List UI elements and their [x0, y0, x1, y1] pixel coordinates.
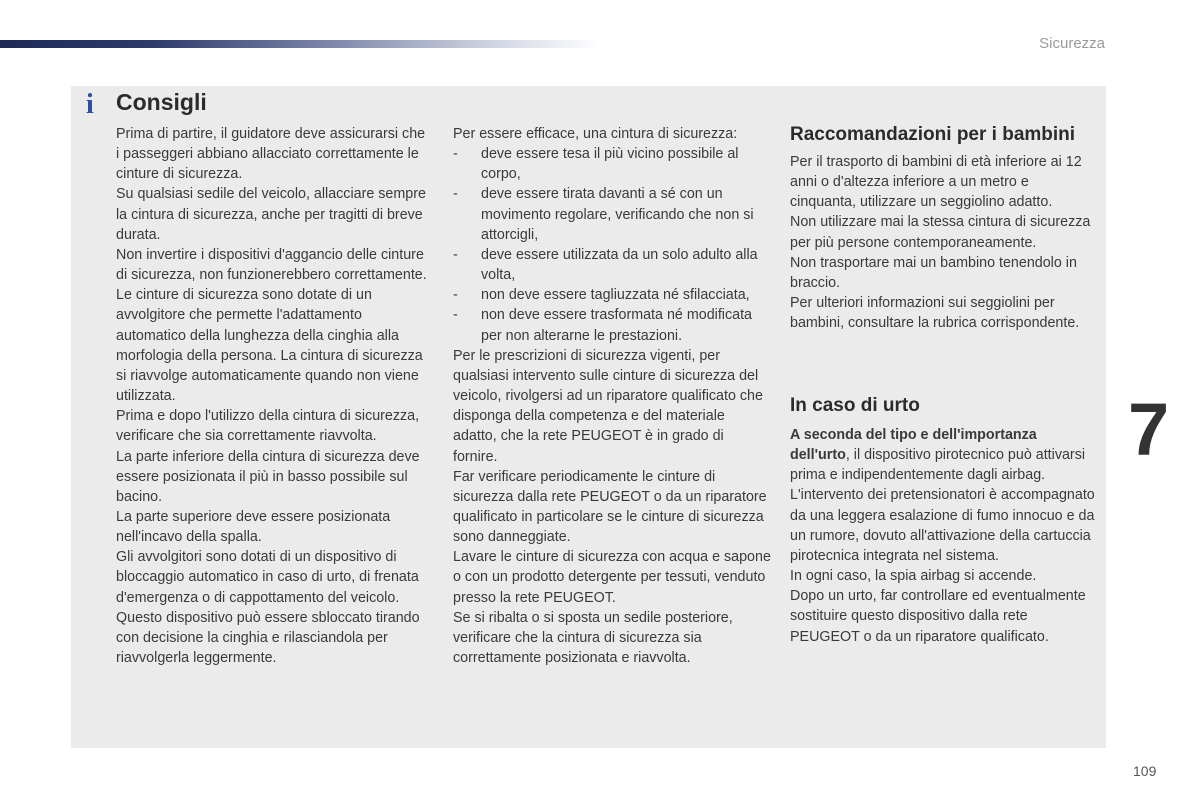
list-item-text: deve essere utilizzata da un solo adulto alla volta,: [481, 246, 758, 284]
paragraph: Su qualsiasi sedile del veicolo, allacciare sempre la cintura di sicurezza, anche per tragitti di breve durata.: [116, 186, 426, 243]
list-item: - non deve essere trasformata né modificata per non alterarne le prestazioni.: [453, 305, 771, 345]
column-2: [453, 124, 771, 668]
children-heading: Raccomandazioni per i bambini: [790, 124, 1076, 145]
paragraph: Lavare le cinture di sicurezza con acqua e sapone o con un prodotto detergente per tessuti, venduto presso la rete PEUGEOT.: [453, 549, 771, 606]
column-1: [116, 124, 432, 668]
list-item-text: deve essere tesa il più vicino possibile al corpo,: [481, 146, 739, 183]
list-item: - deve essere tesa il più vicino possibile al corpo,: [453, 144, 771, 184]
paragraph: Far verificare periodicamente le cinture di sicurezza dalla rete PEUGEOT o da un riparatore qualificato in particolare se le cinture di sicurezza sono danneggiate.: [453, 468, 767, 546]
paragraph: Non utilizzare mai la stessa cintura di sicurezza per più persone contemporaneamente.: [790, 214, 1091, 251]
bold-lead: A seconda del tipo e dell'importanza dell'urto: [790, 427, 1037, 464]
lead-text: , il dispositivo pirotecnico può attivarsi prima e indipendentemente dagli airbag. L'intervento dei pretensionatori è accompagnato da una leggera esalazione di fumo innocuo e da un rumore, dovuto all'attivazione della cartuccia pirotecnica integrata nel sistema.: [790, 447, 1095, 564]
chapter-number: 7: [1128, 388, 1170, 471]
paragraph: Per il trasporto di bambini di età inferiore ai 12 anni o d'altezza inferiore a un metro e cinquanta, utilizzare un seggiolino adatto.: [790, 154, 1082, 211]
paragraph: Prima di partire, il guidatore deve assicurarsi che i passeggeri abbiano allacciato correttamente le cinture di sicurezza.: [116, 126, 426, 183]
list-item: - non deve essere tagliuzzata né sfilacciata,: [453, 285, 771, 305]
paragraph: La parte inferiore della cintura di sicurezza deve essere posizionata il più in basso possibile sul bacino.: [116, 448, 420, 505]
paragraph: La parte superiore deve essere posizionata nell'incavo della spalla.: [116, 508, 391, 546]
list-item-text: non deve essere trasformata né modificata per non alterarne le prestazioni.: [481, 307, 752, 344]
paragraph: Per le prescrizioni di sicurezza vigenti, per qualsiasi intervento sulle cinture di sicurezza del veicolo, rivolgersi ad un riparatore qualificato che disponga della competenza e del materiale adatto, che la rete PEUGEOT è in grado di fornire.: [453, 347, 763, 465]
paragraph: In ogni caso, la spia airbag si accende.: [790, 568, 1037, 585]
crash-heading: In caso di urto: [790, 395, 920, 416]
list-item: - deve essere utilizzata da un solo adulto alla volta,: [453, 245, 771, 285]
paragraph: Prima e dopo l'utilizzo della cintura di sicurezza, verificare che sia correttamente riavvolta.: [116, 408, 420, 445]
list-item-text: deve essere tirata davanti a sé con un movimento regolare, verificando che non si attorcigli,: [481, 186, 754, 243]
column-3-children: [790, 152, 1095, 333]
header-gradient-bar: [0, 40, 600, 48]
paragraph: [790, 425, 1095, 566]
paragraph: Non invertire i dispositivi d'aggancio delle cinture di sicurezza, non funzionerebbero correttamente.: [116, 246, 427, 284]
list-item-text: non deve essere tagliuzzata né sfilacciata,: [481, 287, 750, 304]
paragraph: Se si ribalta o si sposta un sedile posteriore, verificare che la cintura di sicurezza sia correttamente posizionata e riavvolta.: [453, 609, 733, 667]
paragraph: Per essere efficace, una cintura di sicurezza:: [453, 126, 738, 142]
paragraph: Dopo un urto, far controllare ed eventualmente sostituire questo dispositivo dalla rete PEUGEOT o da un riparatore qualificato.: [790, 588, 1086, 645]
page-number: 109: [1133, 763, 1157, 779]
info-icon: i: [86, 89, 94, 120]
panel-heading: Consigli: [116, 89, 207, 115]
column-3-crash: [790, 425, 1095, 647]
section-title: Sicurezza: [1039, 35, 1105, 52]
list-item: - deve essere tirata davanti a sé con un movimento regolare, verificando che non si attorcigli,: [453, 184, 771, 244]
paragraph: Per ulteriori informazioni sui seggiolini per bambini, consultare la rubrica corrispondente.: [790, 295, 1080, 332]
paragraph: Non trasportare mai un bambino tenendolo in braccio.: [790, 254, 1077, 291]
paragraph: Le cinture di sicurezza sono dotate di un avvolgitore che permette l'adattamento automatico della lunghezza della cinghia alla morfologia della persona. La cintura di sicurezza si riavvolge automaticamente quando non viene utilizzata.: [116, 287, 423, 405]
paragraph: Gli avvolgitori sono dotati di un dispositivo di bloccaggio automatico in caso di urto, di frenata d'emergenza o di cappottamento del veicolo. Questo dispositivo può essere sbloccato tirando con decisione la cinghia e rilasciandola per riavvolgerla leggermente.: [116, 549, 420, 667]
